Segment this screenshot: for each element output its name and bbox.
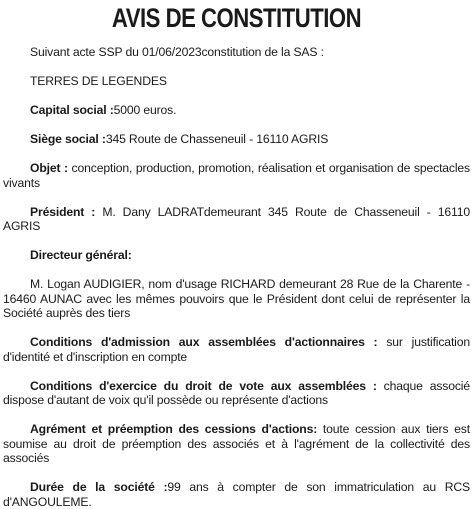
objet-paragraph xyxy=(3,161,470,190)
president-paragraph xyxy=(3,205,470,234)
agrement-value: toute cession aux tiers est soumise au droit de préemption des associés et à l'agrément de la collectivité des associés xyxy=(3,422,470,465)
vote-value: chaque associé dispose d'autant de voix qu'il possède ou représente d'actions xyxy=(3,378,470,407)
siege-paragraph xyxy=(3,132,470,147)
notice-body xyxy=(3,33,470,509)
directeur-label-paragraph xyxy=(3,248,470,263)
president-label: Président : xyxy=(30,204,96,219)
admission-value: sur justification d'identité et d'inscription en compte xyxy=(3,335,470,364)
duree-label: Durée de la société : xyxy=(30,480,168,494)
admission-paragraph xyxy=(3,335,470,364)
objet-value: conception, production, promotion, réalisation et organisation de spectacles vivants xyxy=(3,161,471,190)
siege-label: Siège social : xyxy=(30,132,106,146)
admission-label: Conditions d'admission aux assemblées d'actionnaires : xyxy=(30,335,378,349)
capital-paragraph xyxy=(3,103,470,118)
directeur-label: Directeur général: xyxy=(30,248,132,262)
intro-text: Suivant acte SSP du 01/06/2023constitution de la SAS : xyxy=(30,45,324,59)
objet-label: Objet : xyxy=(30,161,68,175)
siege-value: 345 Route de Chasseneuil - 16110 AGRIS xyxy=(105,132,329,146)
capital-label: Capital social : xyxy=(30,103,114,117)
capital-value: 5000 euros. xyxy=(113,103,177,117)
duree-value: 99 ans à compter de son immatriculation au RCS d'ANGOULEME. xyxy=(3,480,470,509)
president-value: M. Dany LADRATdemeurant 345 Route de Chasseneuil - 16110 AGRIS xyxy=(3,204,470,233)
company-name: TERRES DE LEGENDES xyxy=(30,74,167,88)
duree-paragraph xyxy=(3,480,470,509)
agrement-label: Agrément et préemption des cessions d'actions: xyxy=(30,422,318,436)
agrement-paragraph xyxy=(3,422,470,466)
vote-paragraph xyxy=(3,379,470,408)
notice-title: AVIS DE CONSTITUTION xyxy=(111,3,362,33)
vote-label: Conditions d'exercice du droit de vote aux assemblées : xyxy=(30,378,377,393)
directeur-value: M. Logan AUDIGIER, nom d'usage RICHARD demeurant 28 Rue de la Charente - 16460 AUNAC avec les mêmes pouvoirs que le Président dont celui de représenter la Société auprès des tiers xyxy=(3,277,470,320)
